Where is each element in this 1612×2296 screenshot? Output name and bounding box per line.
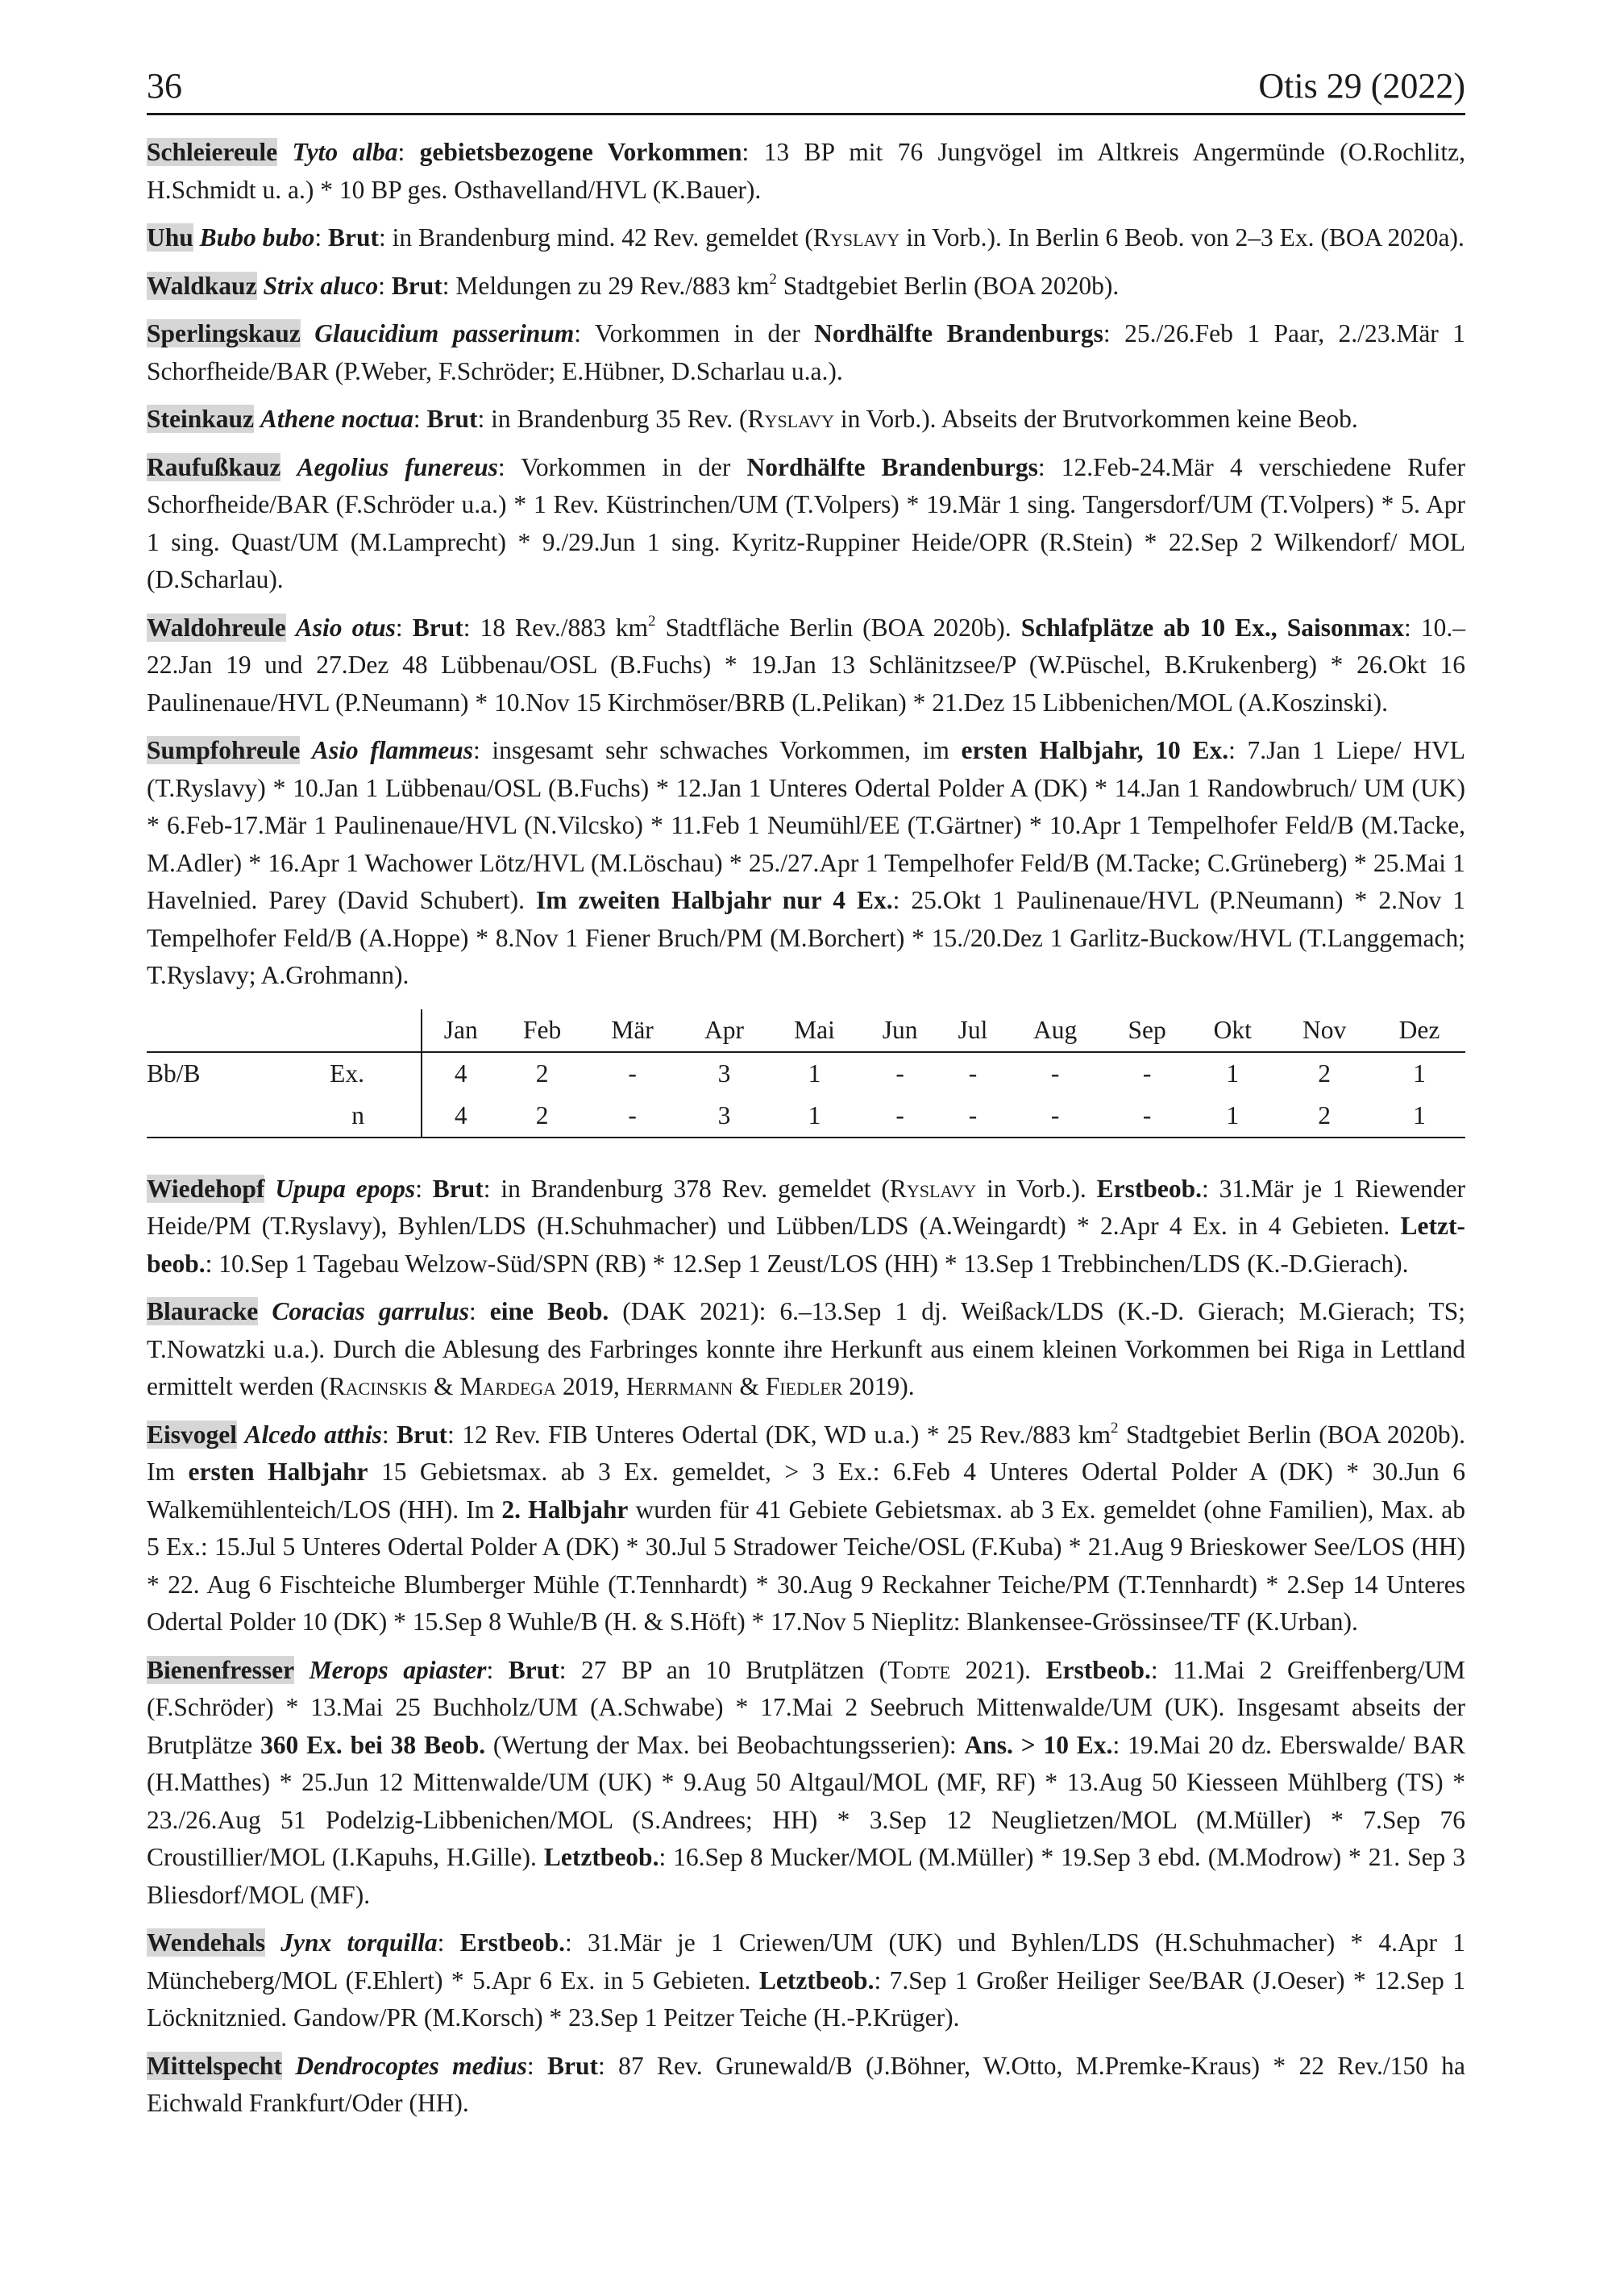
- entry-text: : Vorkommen in der: [497, 452, 747, 481]
- citation-author: Herrmann & Fiedler: [625, 1372, 843, 1400]
- bold-term: Im zweiten Halbjahr nur 4 Ex.: [535, 886, 893, 914]
- table-cell: -: [895, 1059, 904, 1088]
- bold-term: ersten Halbjahr: [188, 1458, 368, 1486]
- entry-text: : in Brandenburg 378 Rev. gemeldet (: [483, 1174, 890, 1203]
- table-cell: 4: [422, 1095, 500, 1138]
- bold-term: Letzt-beob.: [147, 1212, 1465, 1278]
- table-cell: 1: [1226, 1059, 1240, 1088]
- bold-term: 2. Halbjahr: [501, 1495, 629, 1524]
- entry-text: (Wertung der Max. bei Beobachtungsserien):: [485, 1730, 965, 1759]
- month-header: Mai: [769, 1009, 861, 1052]
- entry-text: : 7.Sep 1 Großer Heiliger See/BAR (J.Oeser) * 12.Sep 1 Löcknitznied. Gandow/PR (M.Korsch) * 23.Sep 1 Peitzer Teiche (H.-P.Krüger).: [147, 1965, 1465, 2032]
- month-header: Dez: [1373, 1009, 1465, 1052]
- superscript: 2: [648, 612, 656, 630]
- table-cell: 1: [1373, 1095, 1465, 1138]
- entry-text: in Vorb.). In Berlin 6 Beob. von 2–3 Ex. (BOA 2020a).: [899, 223, 1465, 252]
- bold-term: Ans. > 10 Ex.: [964, 1730, 1113, 1759]
- bold-term: Brut: [508, 1655, 559, 1684]
- species-entry: [147, 1924, 1465, 2037]
- entry-text: : 25.Okt 1 Paulinenaue/HVL (P.Neumann) * 2.Nov 1 Tempelhofer Feld/B (A.Hoppe) * 8.Nov 1 Fiener Bruch/PM (M.Borchert) * 15./20.Dez 1 Garlitz-Buckow/HVL (T.Langgemach; T.Ryslavy; A.Grohmann).: [147, 886, 1465, 989]
- row-region: [147, 1095, 268, 1138]
- species-entry: [147, 1416, 1465, 1641]
- species-entry: [147, 1652, 1465, 1915]
- bold-term: eine Beob.: [489, 1297, 609, 1325]
- citation-author: Ryslavy: [812, 223, 900, 252]
- bold-term: Brut: [412, 613, 463, 642]
- bold-term: Letztbeob.: [543, 1843, 659, 1871]
- table-cell: -: [1006, 1095, 1104, 1138]
- species-name: Blauracke: [147, 1297, 259, 1325]
- scientific-name: Athene noctua: [260, 405, 413, 433]
- scientific-name: Coracias garrulus: [272, 1297, 469, 1325]
- entry-text: :: [415, 1174, 433, 1203]
- entry-text: :: [397, 138, 420, 166]
- entry-text: Stadtgebiet Berlin (BOA 2020b).: [776, 271, 1120, 300]
- entry-text: : 19.Mai 20 dz. Eberswalde/ BAR (H.Matthes) * 25.Jun 12 Mittenwalde/UM (UK) * 9.Aug 50 Altgaul/MOL (MF, RF) * 13.Aug 50 Kiesseen Mühlberg (TS) * 23./26.Aug 51 Podelzig-Libbenichen/MOL (S.Andrees; HH) * 3.Sep 12 Neuglietzen/MOL (M.Müller) * 7.Sep 76 Croustillier/MOL (I.Kapuhs, H.Gille).: [147, 1730, 1465, 1871]
- citation-author: Ryslavy: [747, 405, 834, 433]
- bold-term: Nordhälfte Brandenburgs: [814, 319, 1103, 347]
- bold-term: Brut: [547, 2051, 599, 2080]
- superscript: 2: [769, 270, 777, 288]
- species-entry: [147, 134, 1465, 209]
- species-name: Sumpfohreule: [147, 736, 301, 764]
- species-list-upper: [147, 134, 1465, 995]
- species-list-lower: [147, 1171, 1465, 2123]
- scientific-name: Tyto alba: [292, 138, 398, 166]
- entry-text: :: [378, 271, 392, 300]
- entry-text: : Meldungen zu 29 Rev./883 km: [442, 271, 770, 300]
- species-name: Steinkauz: [147, 405, 255, 433]
- bold-term: Brut: [328, 223, 379, 252]
- entry-text: 15 Gebietsmax. ab 3 Ex. gemeldet, > 3 Ex.: 6.Feb 4 Unteres Odertal Polder A (DK) * 30.Jun 6 Walkemühlenteich/LOS (HH). Im: [147, 1458, 1465, 1524]
- bold-term: ersten Halbjahr, 10 Ex.: [961, 736, 1229, 764]
- entry-text: : 13 BP mit 76 Jungvögel im Altkreis Angermünde (O.Rochlitz, H.Schmidt u. a.) * 10 BP ges. Osthavelland/HVL (K.Bauer).: [147, 138, 1465, 204]
- month-header: Sep: [1104, 1009, 1190, 1052]
- row-label: Ex.: [330, 1059, 364, 1088]
- table-cell: -: [860, 1095, 939, 1138]
- table-cell: 3: [717, 1059, 731, 1088]
- species-name: Uhu: [147, 223, 193, 252]
- bold-term: gebietsbezogene Vorkommen: [419, 138, 742, 166]
- entry-text: : in Brandenburg 35 Rev. (: [477, 405, 748, 433]
- bold-term: Brut: [432, 1174, 484, 1203]
- month-header: Apr: [679, 1009, 768, 1052]
- entry-text: : 27 BP an 10 Brutplätzen (: [559, 1655, 888, 1684]
- scientific-name: Alcedo atthis: [244, 1420, 382, 1449]
- table-cell: -: [968, 1059, 978, 1088]
- scientific-name: Merops apiaster: [309, 1655, 487, 1684]
- entry-text: in Vorb.).: [976, 1174, 1097, 1203]
- superscript: 2: [1111, 1419, 1119, 1437]
- species-entry: [147, 315, 1465, 390]
- entry-text: : 16.Sep 8 Mucker/MOL (M.Müller) * 19.Sep 3 ebd. (M.Modrow) * 21. Sep 3 Bliesdorf/MOL (MF).: [147, 1843, 1466, 1909]
- species-entry: [147, 1293, 1465, 1406]
- entry-text: :: [486, 1655, 509, 1684]
- species-name: Schleiereule: [147, 138, 278, 166]
- scientific-name: Strix aluco: [263, 271, 379, 300]
- species-entry: [147, 449, 1465, 599]
- entry-text: :: [314, 223, 328, 252]
- table-cell: 4: [422, 1052, 500, 1095]
- scientific-name: Dendrocoptes medius: [295, 2051, 527, 2080]
- bold-term: Brut: [391, 271, 442, 300]
- entry-text: : 12 Rev. FIB Unteres Odertal (DK, WD u.a.) * 25 Rev./883 km: [447, 1420, 1111, 1449]
- scientific-name: Asio flammeus: [311, 736, 474, 764]
- row-label: n: [268, 1095, 422, 1138]
- entry-text: :: [526, 2051, 548, 2080]
- bold-term: Erstbeob.: [1045, 1655, 1151, 1684]
- table-row: [147, 1095, 1465, 1138]
- page-header: [147, 60, 1465, 115]
- species-name: Waldohreule: [147, 613, 286, 642]
- bold-term: Erstbeob.: [459, 1928, 565, 1957]
- entry-text: : 10.–22.Jan 19 und 27.Dez 48 Lübbenau/OSL (B.Fuchs) * 19.Jan 13 Schlänitzsee/P (W.Püschel, B.Krukenberg) * 26.Okt 16 Paulinenaue/HVL (P.Neumann) * 10.Nov 15 Kirchmöser/BRB (L.Pelikan) * 21.Dez 15 Libbenichen/MOL (A.Koszinski).: [147, 613, 1465, 717]
- table-cell: -: [1142, 1059, 1152, 1088]
- table-cell: 1: [1413, 1059, 1426, 1088]
- month-header: Nov: [1275, 1009, 1373, 1052]
- table-cell: -: [940, 1095, 1007, 1138]
- entry-text: :: [468, 1297, 490, 1325]
- journal-title: Otis 29 (2022): [1258, 66, 1465, 106]
- bold-term: Schlafplätze ab 10 Ex., Saisonmax: [1020, 613, 1405, 642]
- entry-text: : 12.Feb-24.Mär 4 verschiedene Rufer Schorfheide/BAR (F.Schröder u.a.) * 1 Rev. Küstrinchen/UM (T.Volpers) * 19.Mär 1 sing. Tangersdorf/UM (T.Volpers) * 5. Apr 1 sing. Quast/UM (M.Lamprecht) * 9./29.Jun 1 sing. Kyritz-Ruppiner Heide/OPR (R.Stein) * 22.Sep 2 Wilkendorf/ MOL (D.Scharlau).: [147, 452, 1465, 593]
- entry-text: Stadtfläche Berlin (BOA 2020b).: [655, 613, 1021, 642]
- species-name: Sperlingskauz: [147, 319, 301, 347]
- bold-term: Brut: [426, 405, 478, 433]
- table-cell: -: [1050, 1059, 1060, 1088]
- entry-text: :: [381, 1420, 397, 1449]
- scientific-name: Bubo bubo: [199, 223, 315, 252]
- species-name: Raufußkauz: [147, 452, 281, 481]
- entry-text: 2019).: [842, 1372, 915, 1400]
- bold-term: Nordhälfte Brandenburgs: [746, 452, 1038, 481]
- table-cell: 1: [808, 1059, 821, 1088]
- bold-term: Letztbeob.: [758, 1965, 875, 1994]
- species-entry: [147, 268, 1465, 306]
- entry-text: : 10.Sep 1 Tagebau Welzow-Süd/SPN (RB) * 12.Sep 1 Zeust/LOS (HH) * 13.Sep 1 Trebbinchen/LDS (K.-D.Gierach).: [205, 1249, 1409, 1278]
- table-cell: -: [1104, 1095, 1190, 1138]
- page-body: [147, 134, 1465, 2133]
- entry-text: : 87 Rev. Grunewald/B (J.Böhner, W.Otto, M.Premke-Kraus) * 22 Rev./150 ha Eichwald Frankfurt/Oder (HH).: [147, 2051, 1465, 2117]
- month-header: Mär: [585, 1009, 680, 1052]
- species-entry: [147, 2048, 1465, 2123]
- table-body: [147, 1052, 1465, 1138]
- month-header: Jun: [860, 1009, 939, 1052]
- entry-text: : 11.Mai 2 Greiffenberg/UM (F.Schröder) * 13.Mai 25 Buchholz/UM (A.Schwabe) * 17.Mai 2 Seebruch Mittenwalde/UM (UK). Insgesamt abseits der Brutplätze: [147, 1655, 1465, 1759]
- scientific-name: Upupa epops: [275, 1174, 416, 1203]
- entry-text: :: [437, 1928, 460, 1957]
- table-cell: 1: [1190, 1095, 1275, 1138]
- table-header-row: [147, 1009, 1465, 1052]
- scientific-name: Jynx torquilla: [280, 1928, 438, 1957]
- species-name: Waldkauz: [147, 271, 257, 300]
- scientific-name: Aegolius funereus: [297, 452, 498, 481]
- entry-text: : in Brandenburg mind. 42 Rev. gemeldet (: [379, 223, 813, 252]
- page-number: 36: [147, 66, 182, 106]
- table-cell: 2: [1318, 1059, 1332, 1088]
- entry-text: : 18 Rev./883 km: [463, 613, 649, 642]
- entry-text: 2021).: [950, 1655, 1046, 1684]
- entry-text: :: [395, 613, 413, 642]
- species-name: Bienenfresser: [147, 1655, 295, 1684]
- species-entry: [147, 732, 1465, 995]
- month-header: Okt: [1190, 1009, 1275, 1052]
- table-cell: -: [628, 1059, 637, 1088]
- species-name: Eisvogel: [147, 1420, 238, 1449]
- table-cell: 3: [679, 1095, 768, 1138]
- citation-author: Ryslavy: [889, 1174, 977, 1203]
- species-entry: [147, 219, 1465, 257]
- table-row: [147, 1052, 1465, 1095]
- entry-text: in Vorb.). Abseits der Brutvorkommen keine Beob.: [833, 405, 1358, 433]
- entry-text: : 31.Mär je 1 Criewen/UM (UK) und Byhlen/LDS (H.Schuhmacher) * 4.Apr 1 Müncheberg/MOL (F.Ehlert) * 5.Apr 6 Ex. in 5 Gebieten.: [147, 1928, 1465, 1994]
- species-name: Wendehals: [147, 1928, 266, 1957]
- table-cell: 2: [1275, 1095, 1373, 1138]
- species-entry: [147, 401, 1465, 439]
- month-header: Jan: [422, 1009, 500, 1052]
- entry-text: : insgesamt sehr schwaches Vorkommen, im: [473, 736, 962, 764]
- table-cell: -: [585, 1095, 680, 1138]
- entry-text: (DAK 2021): 6.–13.Sep 1 dj. Weißack/LDS (K.-D. Gierach; M.Gierach; TS; T.Nowatzki u.a.). Durch die Ablesung des Farbringes konnte ihre Herkunft aus einem kleinen Vorkommen bei Riga in Lettland ermittelt werden (: [147, 1297, 1466, 1400]
- table-cell: 2: [535, 1059, 549, 1088]
- bold-term: Brut: [397, 1420, 448, 1449]
- species-name: Wiedehopf: [147, 1174, 265, 1203]
- month-header: Aug: [1006, 1009, 1104, 1052]
- entry-text: : 25./26.Feb 1 Paar, 2./23.Mär 1 Schorfheide/BAR (P.Weber, F.Schröder; E.Hübner, D.Scharlau u.a.).: [147, 319, 1465, 385]
- bold-term: 360 Ex. bei 38 Beob.: [260, 1730, 486, 1759]
- table-cell: 2: [500, 1095, 585, 1138]
- species-entry: [147, 609, 1465, 722]
- entry-text: 2019,: [556, 1372, 626, 1400]
- species-name: Mittelspecht: [147, 2051, 282, 2080]
- row-region: Bb/B: [147, 1059, 201, 1088]
- entry-text: wurden für 41 Gebiete Gebietsmax. ab 3 Ex. gemeldet (ohne Familien), Max. ab 5 Ex.: 15.Jul 5 Unteres Odertal Polder A (DK) * 30.Jul 5 Stradower Teiche/OSL (F.Kuba) * 21.Aug 9 Brieskower See/LOS (HH) * 22. Aug 6 Fischteiche Blumberger Mühle (T.Tennhardt) * 30.Aug 9 Reckahner Teiche/PM (T.Tennhardt) * 2.Sep 14 Unteres Odertal Polder 10 (DK) * 15.Sep 8 Wuhle/B (H. & S.Höft) * 17.Nov 5 Nieplitz: Blankensee-Grössinsee/TF (K.Urban).: [147, 1495, 1465, 1636]
- entry-text: :: [413, 405, 427, 433]
- scientific-name: Glaucidium passerinum: [314, 319, 575, 347]
- entry-text: Stadtgebiet Berlin (BOA 2020b). Im: [147, 1420, 1465, 1486]
- monthly-table: [147, 1009, 1465, 1138]
- month-header: Feb: [500, 1009, 585, 1052]
- table-cell: 1: [769, 1095, 861, 1138]
- bold-term: Erstbeob.: [1096, 1174, 1203, 1203]
- month-header: Jul: [940, 1009, 1007, 1052]
- citation-author: Racinskis & Mardega: [328, 1372, 557, 1400]
- scientific-name: Asio otus: [295, 613, 396, 642]
- citation-author: Todte: [887, 1655, 951, 1684]
- species-entry: [147, 1171, 1465, 1283]
- entry-text: : 31.Mär je 1 Riewender Heide/PM (T.Ryslavy), Byhlen/LDS (H.Schuhmacher) und Lübben/LDS (A.Weingardt) * 2.Apr 4 Ex. in 4 Gebieten.: [147, 1174, 1465, 1240]
- entry-text: : 7.Jan 1 Liepe/ HVL (T.Ryslavy) * 10.Jan 1 Lübbenau/OSL (B.Fuchs) * 12.Jan 1 Unteres Odertal Polder A (DK) * 14.Jan 1 Randowbruch/ UM (UK) * 6.Feb-17.Mär 1 Paulinenaue/HVL (N.Vilcsko) * 11.Feb 1 Neumühl/EE (T.Gärtner) * 10.Apr 1 Tempelhofer Feld/B (M.Tacke, M.Adler) * 16.Apr 1 Wachower Lötz/HVL (M.Löschau) * 25./27.Apr 1 Tempelhofer Feld/B (M.Tacke; C.Grüneberg) * 25.Mai 1 Havelnied. Parey (David Schubert).: [147, 736, 1465, 914]
- entry-text: : Vorkommen in der: [574, 319, 815, 347]
